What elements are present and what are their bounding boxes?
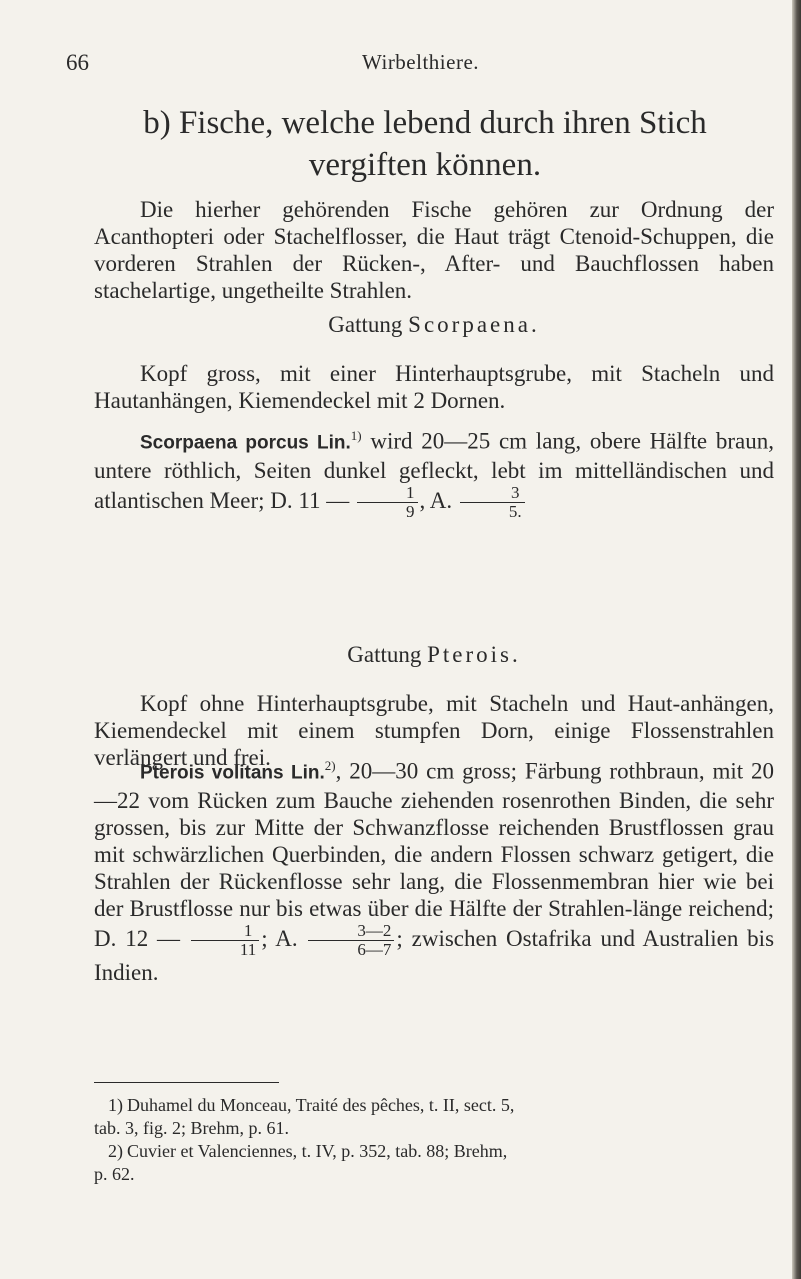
pterois-description: Kopf ohne Hinterhauptsgrube, mit Stacheln und Haut-anhängen, Kiemendeckel mit einem stumpfen Dorn, einige Flossenstrahlen verlängert und frei. bbox=[94, 691, 774, 770]
running-title: Wirbelthiere. bbox=[362, 50, 480, 74]
species-name: Pterois volitans Lin. bbox=[140, 762, 325, 784]
scorpaena-species-paragraph bbox=[94, 422, 774, 521]
footnote-ref: 1) bbox=[350, 428, 362, 443]
dorsal-fraction: $\frac{1}{9}$ bbox=[357, 484, 418, 521]
scorpaena-description: Kopf gross, mit einer Hinterhauptsgrube, mit Stacheln und Hautanhängen, Kiemendeckel mit 2 Dornen. bbox=[94, 361, 774, 413]
species-text: wird 20—25 cm lang, obere Hälfte braun, untere röthlich, Seiten dunkel gefleckt, lebt im mittelländischen und atlantischen Meer; D. 11 — bbox=[94, 428, 774, 513]
footnote-1: 1) Duhamel du Monceau, Traité des pêches, t. II, sect. 5, bbox=[108, 1095, 515, 1115]
section-heading-line-2: vergiften können. bbox=[308, 147, 542, 183]
footnote-2-cont: p. 62. bbox=[94, 1164, 135, 1184]
anal-label: ; A. bbox=[261, 925, 298, 951]
species-tail: ; zwischen Ostafrika und Australien bis Indien. bbox=[94, 925, 775, 985]
footnote-ref: 2) bbox=[324, 758, 336, 773]
page-edge-shadow bbox=[792, 0, 801, 1279]
species-name: Scorpaena porcus Lin. bbox=[140, 432, 351, 454]
footnote-rule bbox=[94, 1082, 279, 1083]
footnote-2: 2) Cuvier et Valenciennes, t. IV, p. 352, tab. 88; Brehm, bbox=[108, 1141, 508, 1161]
anal-fraction: $\frac{3}{5.}$ bbox=[460, 484, 525, 521]
genus-heading-scorpaena bbox=[94, 312, 774, 338]
genus-heading-pterois bbox=[94, 642, 774, 668]
footnote-1-cont: tab. 3, fig. 2; Brehm, p. 61. bbox=[94, 1118, 289, 1138]
dorsal-fraction: $\frac{1}{11}$ bbox=[191, 922, 259, 959]
genus-label: Gattung bbox=[347, 642, 422, 667]
page-number: 66 bbox=[66, 50, 89, 75]
genus-name: Scorpaena. bbox=[408, 312, 540, 337]
section-heading-line-1: b) Fische, welche lebend durch ihren Stich bbox=[143, 105, 707, 141]
pterois-species-paragraph bbox=[94, 752, 774, 986]
anal-fraction: $\frac{3—2}{6—7}$ bbox=[308, 922, 394, 959]
anal-label: , A. bbox=[419, 487, 453, 513]
intro-paragraph: Die hierher gehörenden Fische gehören zur Ordnung der Acanthopteri oder Stachelflosser, die Haut trägt Ctenoid-Schuppen, die vorderen Strahlen der Rücken-, After- und Bauchflossen haben stachelartige, ungetheilte Strahlen. bbox=[94, 197, 774, 303]
genus-name: Pterois. bbox=[427, 642, 521, 667]
species-text: , 20—30 cm gross; Färbung rothbraun, mit 20—22 vom Rücken zum Bauche ziehenden rosenrothen Binden, die sehr grossen, bis zur Mitte der Schwanzflosse reichenden Brustflossen grau mit schwärzlichen Querbinden, die andern Flossen schwarz getigert, die Strahlen der Rückenflosse sehr lang, die Flossenmembran hier wie bei der Brustflosse nur bis etwas über die Hälfte der Strahlen-länge reichend; D. 12 — bbox=[94, 758, 774, 951]
genus-label: Gattung bbox=[328, 312, 403, 337]
